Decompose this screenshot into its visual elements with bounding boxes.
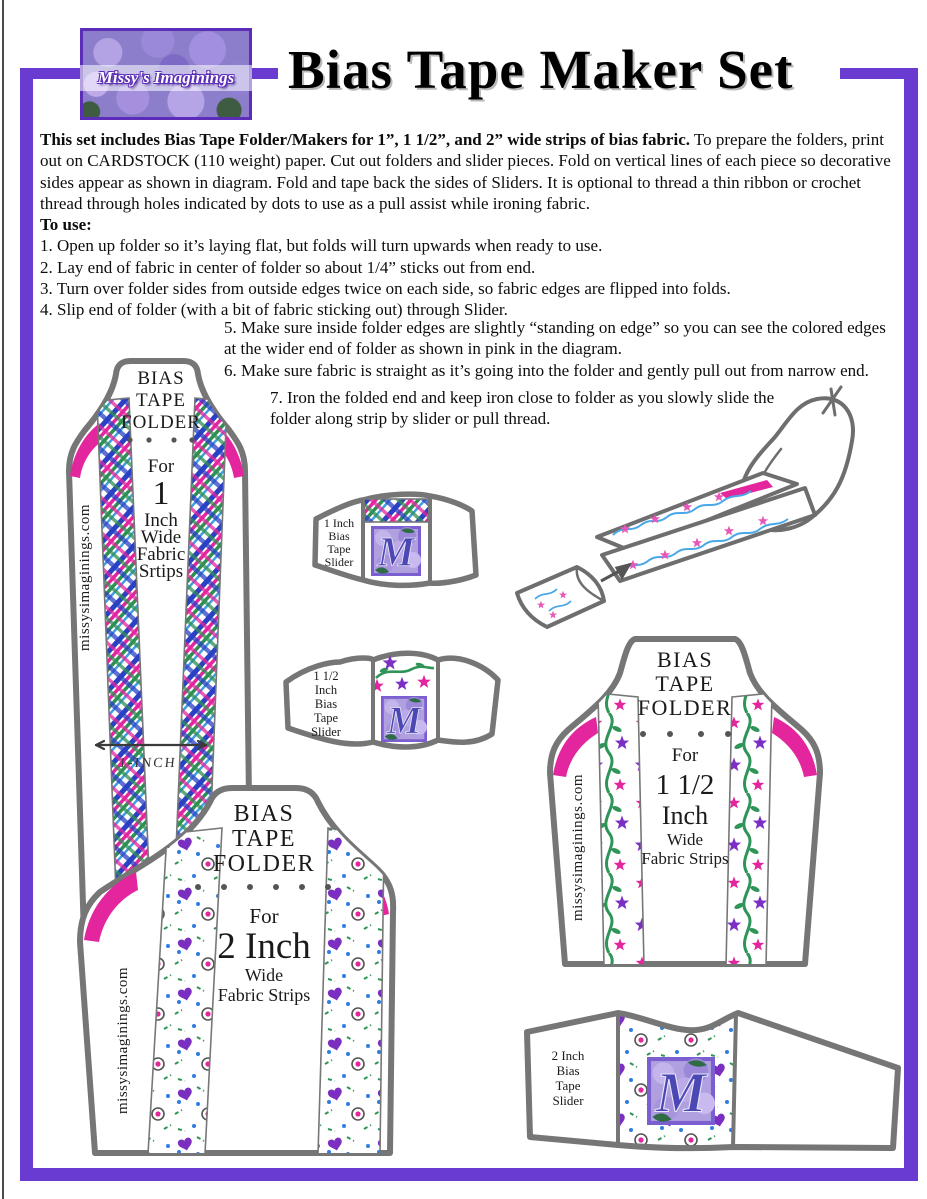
slider-label-line: Inch bbox=[314, 683, 338, 697]
logo-text: Missy's Imaginings bbox=[97, 68, 235, 87]
intro-rest-text: To prepare the folders, print out on CARDSTOCK (110 weight) paper. Cut out folders and slider pieces. Fold on vertical lines of each piece so decorative sides appear as shown in diagram. Fold and tape back the sides of Sliders. It is optional to thread a thin ribbon or crochet thread through holes indicated by dots to use as a pull assist while ironing fabric. bbox=[40, 130, 891, 213]
folder-detail-line: Inch bbox=[144, 510, 178, 531]
folder-heading-line: TAPE bbox=[231, 826, 297, 852]
slider-label-line: Tape bbox=[313, 711, 339, 725]
folder-heading-line: TAPE bbox=[136, 390, 186, 411]
folder-size-label: 1 bbox=[152, 475, 170, 512]
folder-heading-line: TAPE bbox=[655, 671, 715, 696]
slider-label-line: Tape bbox=[327, 542, 351, 556]
slider-label-line: 2 Inch bbox=[551, 1048, 585, 1063]
monogram-logo bbox=[381, 696, 427, 742]
folder-heading-line: FOLDER bbox=[637, 695, 733, 720]
intro-bold-text: This set includes Bias Tape Folder/Makers for 1”, 1 1/2”, and 2” wide strips of bias fabric. bbox=[40, 130, 690, 149]
logo-image bbox=[80, 28, 252, 120]
slider-1-5-inch-diagram bbox=[278, 636, 506, 764]
folder-heading-line: BIAS bbox=[656, 647, 714, 672]
slider-label-line: Slider bbox=[324, 555, 354, 569]
slider-label-line: Bias bbox=[556, 1063, 580, 1078]
folder-size-label: 2 Inch bbox=[217, 926, 311, 967]
slider-1-inch-diagram bbox=[308, 483, 480, 593]
monogram-logo bbox=[647, 1057, 715, 1125]
slider-label-line: Tape bbox=[555, 1078, 581, 1093]
folder-detail-line: Wide bbox=[140, 527, 182, 548]
frame-bottom-bar bbox=[20, 1168, 918, 1181]
ruler-label: 1-INCH bbox=[118, 755, 178, 771]
step-7: 7. Iron the folded end and keep iron close to folder as you slowly slide the folder along strip by slider or pull thread. bbox=[270, 388, 775, 429]
slider-label-line: Slider bbox=[311, 725, 341, 739]
floral-strip-left bbox=[598, 693, 644, 966]
folder-in-use-illustration bbox=[505, 385, 917, 640]
monogram-logo bbox=[371, 526, 421, 576]
website-vertical-text: missysimaginings.com bbox=[115, 966, 131, 1114]
slider-label-line: 1 Inch bbox=[323, 516, 355, 530]
page-title: Bias Tape Maker Set bbox=[288, 39, 794, 100]
website-vertical-text: missysimaginings.com bbox=[77, 503, 93, 651]
to-use-label: To use: bbox=[40, 215, 92, 235]
logo-banner bbox=[80, 65, 252, 91]
folder-for-label: For bbox=[249, 904, 279, 928]
frame-left-bar bbox=[20, 68, 33, 1180]
folder-detail-line: Inch bbox=[661, 801, 709, 830]
slider-label-line: Bias bbox=[328, 529, 350, 543]
folder-size-label: 1 1/2 bbox=[655, 769, 715, 801]
folder-detail-line: Fabric Strips bbox=[217, 985, 311, 1005]
step-2: 2. Lay end of fabric in center of folder so about 1/4” sticks out from end. bbox=[40, 257, 536, 277]
intro-paragraph bbox=[40, 129, 898, 214]
step-5: 5. Make sure inside folder edges are slightly “standing on edge” so you can see the colored edges at the wider end of folder as shown in pink in the diagram. bbox=[224, 318, 886, 359]
folder-1-5-inch-diagram bbox=[540, 633, 830, 968]
plaid-strip-top bbox=[364, 499, 429, 522]
slider-label-line: 1 1/2 bbox=[313, 669, 339, 683]
folder-heading-line: BIAS bbox=[233, 801, 295, 827]
scale-ruler bbox=[88, 733, 218, 775]
folder-for-label: For bbox=[671, 745, 699, 766]
folder-heading-line: FOLDER bbox=[121, 412, 201, 433]
slider-label-line: Slider bbox=[552, 1093, 584, 1108]
step-6: 6. Make sure fabric is straight as it’s going into the folder and gently pull out from narrow end. bbox=[224, 360, 869, 380]
folder-2-inch-diagram bbox=[72, 782, 397, 1157]
step-4: 4. Slip end of folder (with a bit of fabric sticking out) through Slider. bbox=[40, 300, 508, 320]
step-1: 1. Open up folder so it’s laying flat, but folds will turn upwards when ready to use. bbox=[40, 236, 603, 256]
folder-for-label: For bbox=[147, 456, 175, 477]
scan-edge-line bbox=[2, 0, 4, 1199]
slider-2-inch-diagram bbox=[505, 1008, 905, 1168]
folder-detail-line: Srtips bbox=[138, 561, 184, 582]
fabric-scrap bbox=[517, 567, 604, 627]
folder-heading-line: FOLDER bbox=[212, 851, 316, 877]
slider-label-line: Bias bbox=[314, 697, 338, 711]
folder-detail-line: Fabric Strips bbox=[641, 849, 729, 868]
folder-heading-line: BIAS bbox=[137, 368, 185, 389]
instructions-block bbox=[40, 129, 898, 321]
folder-detail-line: Wide bbox=[666, 830, 704, 849]
folder-detail-line: Fabric bbox=[136, 544, 186, 565]
folder-detail-line: Wide bbox=[244, 965, 284, 985]
floral-strip-right bbox=[726, 693, 772, 966]
website-vertical-text: missysimaginings.com bbox=[570, 773, 586, 921]
print-strip-right bbox=[318, 828, 384, 1154]
steps-5-6-block bbox=[224, 317, 900, 381]
step-3: 3. Turn over folder sides from outside edges twice on each side, so fabric edges are flipped into folds. bbox=[40, 279, 731, 299]
